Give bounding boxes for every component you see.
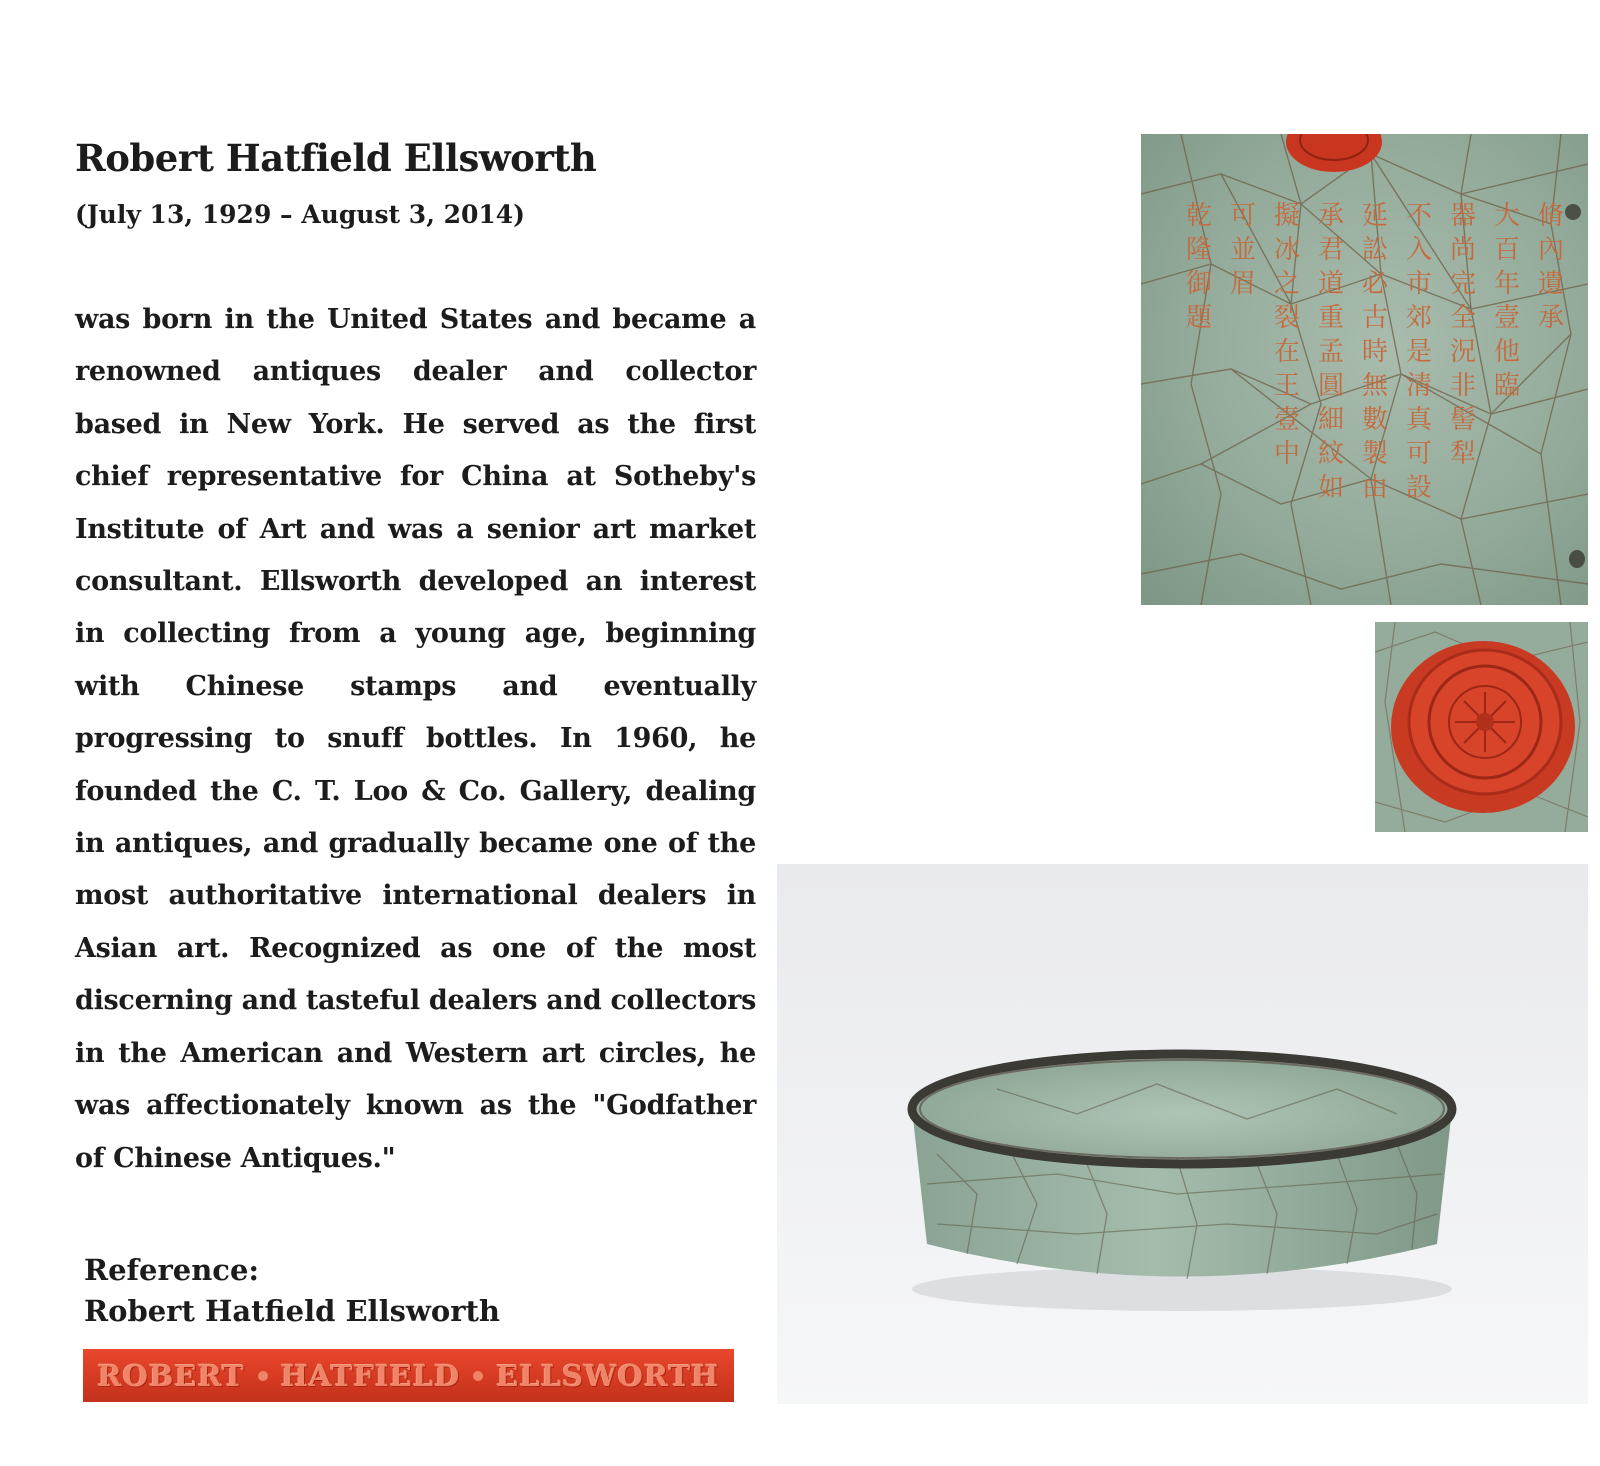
inscription-character: 乾: [1185, 201, 1213, 231]
inscription-character: 年: [1493, 269, 1521, 299]
inscription-character: 之: [1273, 269, 1301, 299]
inscription-character: 在: [1273, 337, 1301, 367]
inscription-character: 題: [1185, 303, 1213, 333]
inscription-character: 入: [1405, 235, 1433, 265]
inscription-character: 大: [1493, 201, 1521, 231]
inscription-character: 百: [1493, 235, 1521, 265]
inscription-character: 他: [1493, 337, 1521, 367]
inscription-character: 承: [1537, 303, 1565, 333]
reference-name: Robert Hatfield Ellsworth: [84, 1294, 500, 1328]
inscription-character: 細: [1317, 405, 1345, 435]
inscription-character: 內: [1537, 235, 1565, 265]
inscription-character: 犁: [1449, 439, 1477, 469]
inscription-character: 古: [1361, 303, 1389, 333]
inscription-character: 是: [1405, 337, 1433, 367]
inscription-character: 道: [1317, 269, 1345, 299]
inscription-character: 並: [1229, 235, 1257, 265]
seal-word-robert: ROBERT: [97, 1358, 245, 1393]
inscription-character: 尚: [1449, 235, 1477, 265]
inscription-character: 可: [1229, 201, 1257, 231]
inscription-character: 君: [1317, 235, 1345, 265]
inscription-character: 況: [1449, 337, 1477, 367]
inscription-character: 無: [1361, 371, 1389, 401]
inscription-character: 訟: [1361, 235, 1389, 265]
inscription-character: 重: [1317, 303, 1345, 333]
inscription-character: 冰: [1273, 235, 1301, 265]
inscription-character: 製: [1361, 439, 1389, 469]
inscription-character: 時: [1361, 337, 1389, 367]
person-name: Robert Hatfield Ellsworth: [75, 136, 597, 180]
person-dates: (July 13, 1929 – August 3, 2014): [75, 200, 526, 229]
inscription-character: 郊: [1405, 303, 1433, 333]
inscription-character: 全: [1449, 303, 1477, 333]
inscription-character: 髻: [1449, 405, 1477, 435]
inscription-character: 不: [1405, 201, 1433, 231]
inscription-character: 壹: [1493, 303, 1521, 333]
inscription-character: 裂: [1273, 303, 1301, 333]
inscription-character: 真: [1405, 405, 1433, 435]
seal-word-ellsworth: ELLSWORTH: [496, 1358, 720, 1393]
inscription-character: 清: [1405, 371, 1433, 401]
celadon-brush-washer-photo: [777, 864, 1588, 1404]
inscription-character: 臨: [1493, 371, 1521, 401]
inscription-character: 如: [1317, 473, 1345, 503]
inscription-character: 延: [1361, 201, 1389, 231]
inscription-character: 遺: [1537, 269, 1565, 299]
inscription-character: 孟: [1317, 337, 1345, 367]
inscription-character: 數: [1361, 405, 1389, 435]
inscription-character: 脩: [1537, 201, 1565, 231]
inscription-character: 設: [1405, 473, 1433, 503]
inscription-character: 非: [1449, 371, 1477, 401]
inscription-character: 擬: [1273, 201, 1301, 231]
inscription-character: 承: [1317, 201, 1345, 231]
inscription-character: 中: [1273, 439, 1301, 469]
seal-strip-image: [83, 1349, 734, 1402]
inscription-character: 可: [1405, 439, 1433, 469]
inscription-character: 隆: [1185, 235, 1213, 265]
seal-word-hatfield: HATFIELD: [280, 1358, 461, 1393]
wax-seal-photo: [1375, 622, 1588, 832]
inscription-character: 完: [1449, 269, 1477, 299]
inscription-character: 必: [1361, 269, 1389, 299]
inscription-character: 器: [1449, 201, 1477, 231]
seal-dot: [258, 1371, 268, 1381]
inscription-character: 御: [1185, 269, 1213, 299]
inscription-character: 圓: [1317, 371, 1345, 401]
inscription-detail-photo: [1141, 134, 1588, 605]
inscription-character: 壹: [1273, 405, 1301, 435]
seal-dot: [473, 1371, 483, 1381]
biography-text: was born in the United States and became a renowned antiques dealer and collector based in New York. He served as the first chief representative for China at Sotheby's Institute of Art and was a senior art market consultant. Ellsworth developed an interest in collecting from a young age, beginning with Chinese stamps and eventually progressing to snuff bottles. In 1960, he founded the C. T. Loo & Co. Gallery, dealing in antiques, and gradually became one of the most authoritative international dealers in Asian art. Recognized as one of the most discerning and tasteful dealers and collectors in the American and Western art circles, he was affectionately known as the "Godfather of Chinese Antiques.": [75, 304, 757, 1174]
inscription-character: 由: [1361, 473, 1389, 503]
reference-label: Reference:: [84, 1253, 260, 1287]
inscription-character: 市: [1405, 269, 1433, 299]
inscription-character: 眉: [1229, 269, 1257, 299]
inscription-character: 紋: [1317, 439, 1345, 469]
inscription-character: 王: [1273, 371, 1301, 401]
